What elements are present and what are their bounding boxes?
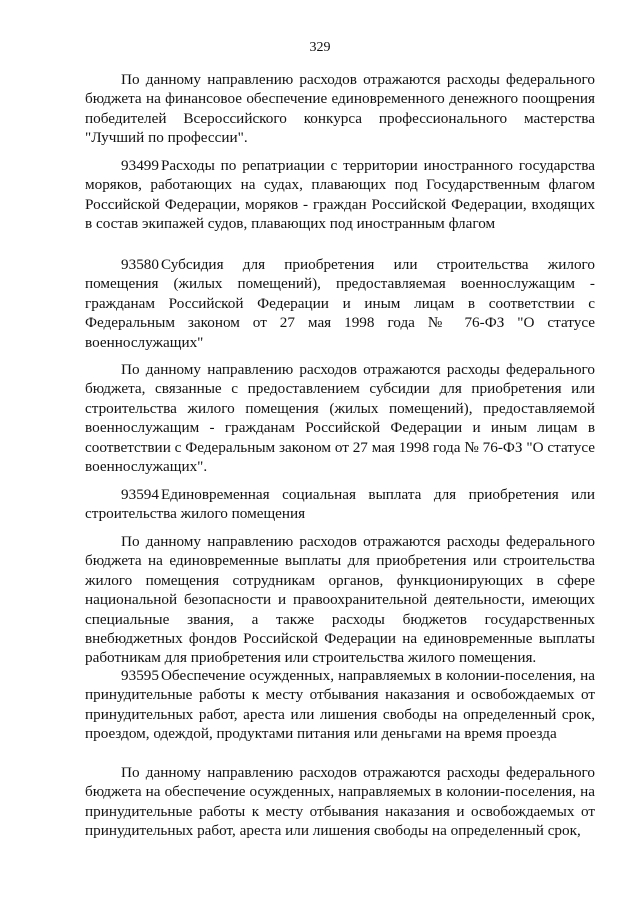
paragraph-text: По данному направлению расходов отражаются расходы федерального бюджета, связанные с предоставлением субсидии для приобретения или строительства жилого помещения (жилых помещений), предоставляемой военнослужащим - гражданам Российской Федерации и иным лицам в соответствии с Федеральным законом от 27 мая 1998 года № 76-ФЗ "О статусе военнослужащих".: [85, 361, 595, 476]
paragraph-93580: [85, 255, 595, 352]
paragraph-text: Обеспечение осужденных, направляемых в колонии-поселения, на принудительные работы к месту отбывания наказания и освобождаемых от принудительных работ, ареста или лишения свободы на определенный срок, проездом, одеждой, продуктами питания или деньгами на время проезда: [85, 667, 595, 743]
paragraph-text: По данному направлению расходов отражаются расходы федерального бюджета на единовременные выплаты для приобретения или строительства жилого помещения сотрудникам органов, функционирующих в сфере национальной безопасности и правоохранительной деятельности, имеющих специальные звания, а также расходы бюджетов государственных внебюджетных фондов Российской Федерации на единовременные выплаты работникам для приобретения или строительства жилого помещения.: [85, 533, 595, 667]
paragraph-text: Единовременная социальная выплата для приобретения или строительства жилого помещения: [85, 486, 595, 523]
budget-code: 93595: [121, 667, 159, 684]
paragraph-text: Расходы по репатриации с территории иностранного государства моряков, работающих на судах, плавающих под Государственным флагом Российской Федерации, моряков - граждан Российской Федерации, входящих в состав экипажей судов, плавающих под иностранным флагом: [85, 157, 595, 233]
paragraph-93499: [85, 156, 595, 234]
paragraph-93580-description: [85, 360, 595, 476]
paragraph-93594: [85, 485, 595, 524]
paragraph-text: Субсидия для приобретения или строительства жилого помещения (жилых помещений), предоставляемая военнослужащим - гражданам Российской Федерации и иным лицам в соответствии с Федеральным законом от 27 мая 1998 года № 76-ФЗ "О статусе военнослужащих": [85, 256, 595, 351]
page-number: 329: [309, 40, 331, 55]
paragraph-text: По данному направлению расходов отражаются расходы федерального бюджета на обеспечение осужденных, направляемых в колонии-поселения, на принудительные работы к месту отбывания наказания и освобождаемых от принудительных работ, ареста или лишения свободы на определенный срок,: [85, 764, 595, 840]
paragraph-93595-description: [85, 763, 595, 841]
budget-code: 93499: [121, 157, 159, 174]
paragraph-text: По данному направлению расходов отражаются расходы федерального бюджета на финансовое обеспечение единовременного денежного поощрения победителей Всероссийского конкурса профессионального мастерства "Лучший по профессии".: [85, 71, 595, 147]
paragraph-award-description: [85, 70, 595, 148]
budget-code: 93580: [121, 256, 159, 273]
paragraph-93595: [85, 666, 595, 744]
budget-code: 93594: [121, 486, 159, 503]
paragraph-93594-description: [85, 532, 595, 668]
